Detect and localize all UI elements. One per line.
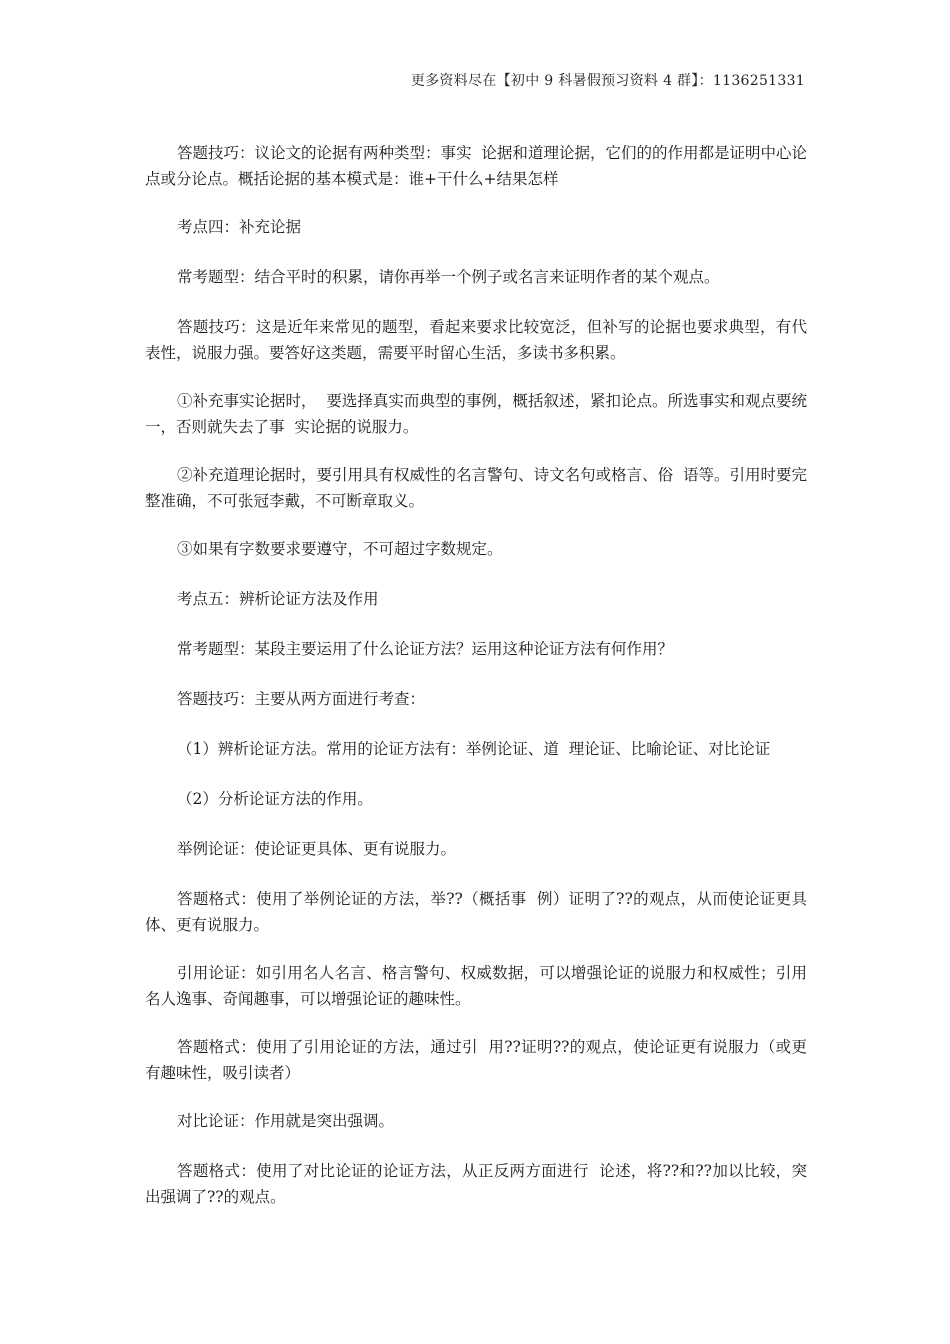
paragraph-topic-4-title: 考点四：补充论据 [177, 218, 302, 236]
paragraph-analyze-methods: （2）分析论证方法的作用。 [177, 790, 373, 808]
paragraph-topic-4-answer-tip: 答题技巧：这是近年来常见的题型，看起来要求比较宽泛，但补写的论据也要求典型，有代 表性，说服力强。要答好这类题，需要平时留心生活，多读书多积累。 [145, 318, 817, 362]
paragraph-topic-5-title: 考点五：辨析论证方法及作用 [177, 590, 379, 608]
paragraph-word-limit-note: ③如果有字数要求要遵守，不可超过字数规定。 [177, 540, 503, 558]
paragraph-fact-evidence-note: ①补充事实论据时， 要选择真实而典型的事例，概括叙述，紧扣论点。所选事实和观点要统一，否则就失去了事 实论据的说服力。 [145, 392, 807, 436]
paragraph-topic-5-answer-tip: 答题技巧：主要从两方面进行考查： [177, 690, 426, 708]
paragraph-topic-5-question-type: 常考题型：某段主要运用了什么论证方法？运用这种论证方法有何作用？ [177, 640, 674, 658]
paragraph-topic-4-question-type: 常考题型：结合平时的积累，请你再举一个例子或名言来证明作者的某个观点。 [177, 268, 720, 286]
paragraph-identify-methods: （1）辨析论证方法。常用的论证方法有：举例论证、道 理论证、比喻论证、对比论证 [177, 740, 771, 758]
paragraph-quotation-argument: 引用论证：如引用名人名言、格言警句、权威数据，可以增强论证的说服力和权威性；引用 名人逸事、奇闻趣事，可以增强论证的趣味性。 [145, 964, 817, 1008]
paragraph-quotation-answer-format: 答题格式：使用了引用论证的方法，通过引 用??证明??的观点，使论证更有说服力（或更有趣味性，吸引读者） [145, 1038, 807, 1082]
paragraph-reason-evidence-note: ②补充道理论据时，要引用具有权威性的名言警句、诗文名句或格言、俗 语等。引用时要完整准确，不可张冠李戴，不可断章取义。 [145, 466, 807, 510]
paragraph-example-argument: 举例论证：使论证更具体、更有说服力。 [177, 840, 457, 858]
paragraph-contrast-argument: 对比论证：作用就是突出强调。 [177, 1112, 395, 1130]
paragraph-answer-tip-evidence-types: 答题技巧：议论文的论据有两种类型：事实 论据和道理论据，它们的的作用都是证明中心论点或分论点。概括论据的基本模式是：谁+干什么+结果怎样 [145, 144, 807, 188]
paragraph-contrast-answer-format: 答题格式：使用了对比论证的论证方法，从正反两方面进行 论述，将??和??加以比较，突出强调了??的观点。 [145, 1162, 807, 1206]
document-body [145, 140, 817, 1232]
page-header: 更多资料尽在【初中 9 科暑假预习资料 4 群】：1136251331 [410, 73, 805, 89]
paragraph-example-answer-format: 答题格式：使用了举例论证的方法，举??（概括事 例）证明了??的观点，从而使论证更具体、更有说服力。 [145, 890, 807, 934]
